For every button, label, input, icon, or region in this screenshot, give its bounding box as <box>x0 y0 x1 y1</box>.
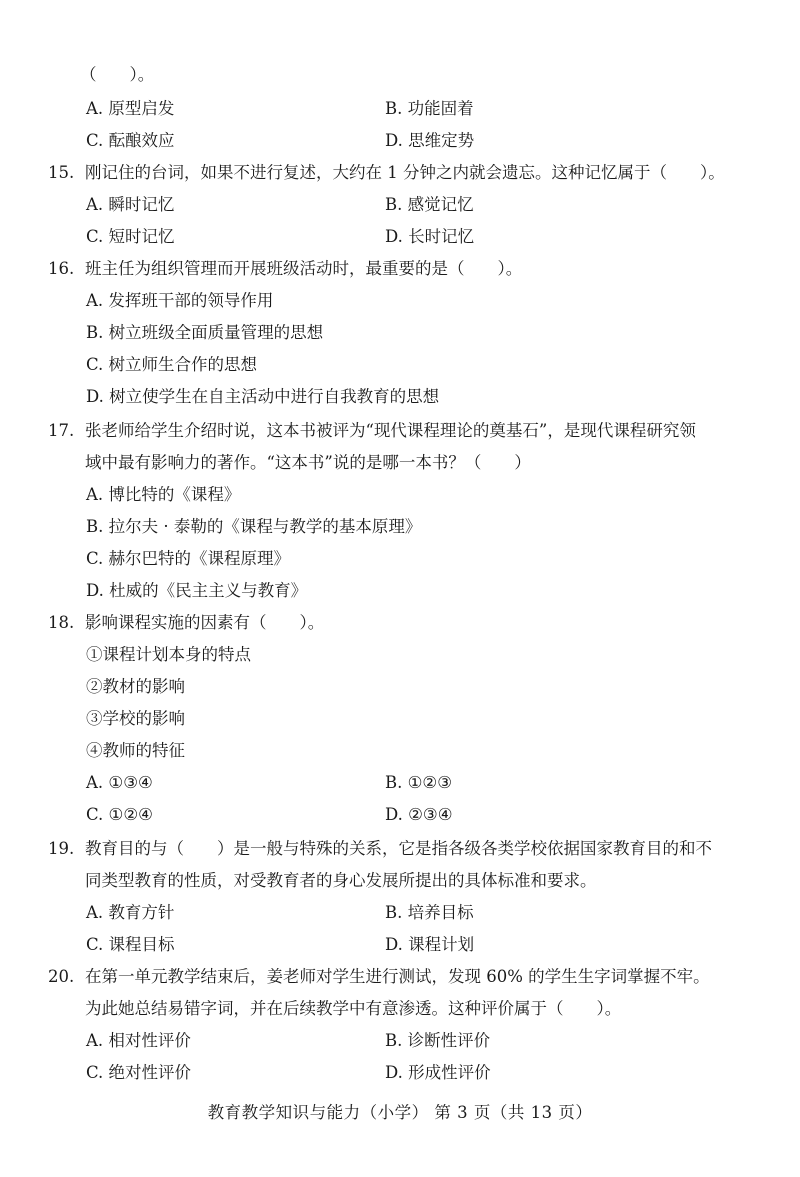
q14-option-b: B. 功能固着 <box>385 99 474 118</box>
q16-option-a: A. 发挥班干部的领导作用 <box>86 291 274 310</box>
q15-option-a: A. 瞬时记忆 <box>86 195 175 214</box>
q17-stem-line1: 张老师给学生介绍时说，这本书被评为“现代课程理论的奠基石”，是现代课程研究领 <box>85 421 696 440</box>
q15-stem: 刚记住的台词，如果不进行复述，大约在 1 分钟之内就会遗忘。这种记忆属于（ ）。 <box>85 163 725 182</box>
q16-option-b: B. 树立班级全面质量管理的思想 <box>86 323 324 342</box>
q14-option-d: D. 思维定势 <box>385 131 475 150</box>
page-footer: 教育教学知识与能力（小学） 第 3 页（共 13 页） <box>207 1103 593 1122</box>
q17-number: 17. <box>48 421 75 440</box>
q20-stem-line2: 为此她总结易错字词，并在后续教学中有意渗透。这种评价属于（ ）。 <box>85 999 622 1018</box>
q20-option-a: A. 相对性评价 <box>86 1031 191 1050</box>
q18-item-3: ③学校的影响 <box>86 709 185 728</box>
q18-item-1: ①课程计划本身的特点 <box>86 645 251 664</box>
q18-number: 18. <box>48 613 75 632</box>
q14-option-c: C. 酝酿效应 <box>86 131 175 150</box>
q19-option-a: A. 教育方针 <box>86 903 175 922</box>
q19-option-d: D. 课程计划 <box>385 935 475 954</box>
q20-number: 20. <box>48 967 75 986</box>
q17-option-c: C. 赫尔巴特的《课程原理》 <box>86 549 291 568</box>
q16-option-c: C. 树立师生合作的思想 <box>86 355 258 374</box>
q17-option-d: D. 杜威的《民主主义与教育》 <box>86 581 308 600</box>
q18-option-b: B. ①②③ <box>385 773 452 792</box>
q18-option-c: C. ①②④ <box>86 805 153 824</box>
q15-number: 15. <box>48 163 75 182</box>
q17-option-a: A. 博比特的《课程》 <box>86 485 241 504</box>
q20-stem-line1: 在第一单元教学结束后，姜老师对学生进行测试，发现 60% 的学生生字词掌握不牢。 <box>85 967 710 986</box>
q17-option-b: B. 拉尔夫 · 泰勒的《课程与教学的基本原理》 <box>86 517 422 536</box>
q19-number: 19. <box>48 839 75 858</box>
q16-option-d: D. 树立使学生在自主活动中进行自我教育的思想 <box>86 387 440 406</box>
q14-tail: （ ）。 <box>80 65 155 84</box>
q19-option-b: B. 培养目标 <box>385 903 474 922</box>
q15-option-c: C. 短时记忆 <box>86 227 175 246</box>
q18-item-4: ④教师的特征 <box>86 741 185 760</box>
q15-option-b: B. 感觉记忆 <box>385 195 474 214</box>
q16-stem: 班主任为组织管理而开展班级活动时，最重要的是（ ）。 <box>85 259 523 278</box>
q18-stem: 影响课程实施的因素有（ ）。 <box>85 613 325 632</box>
q19-stem-line1: 教育目的与（ ）是一般与特殊的关系，它是指各级各类学校依据国家教育目的和不 <box>85 839 712 858</box>
q15-option-d: D. 长时记忆 <box>385 227 475 246</box>
q17-stem-line2: 域中最有影响力的著作。“这本书”说的是哪一本书？（ ） <box>85 453 531 472</box>
q18-item-2: ②教材的影响 <box>86 677 185 696</box>
q18-option-d: D. ②③④ <box>385 805 453 824</box>
q18-option-a: A. ①③④ <box>86 773 153 792</box>
q20-option-d: D. 形成性评价 <box>385 1063 491 1082</box>
q16-number: 16. <box>48 259 75 278</box>
q20-option-b: B. 诊断性评价 <box>385 1031 491 1050</box>
q19-option-c: C. 课程目标 <box>86 935 175 954</box>
q19-stem-line2: 同类型教育的性质，对受教育者的身心发展所提出的具体标准和要求。 <box>85 871 597 890</box>
q20-option-c: C. 绝对性评价 <box>86 1063 192 1082</box>
q14-option-a: A. 原型启发 <box>86 99 175 118</box>
